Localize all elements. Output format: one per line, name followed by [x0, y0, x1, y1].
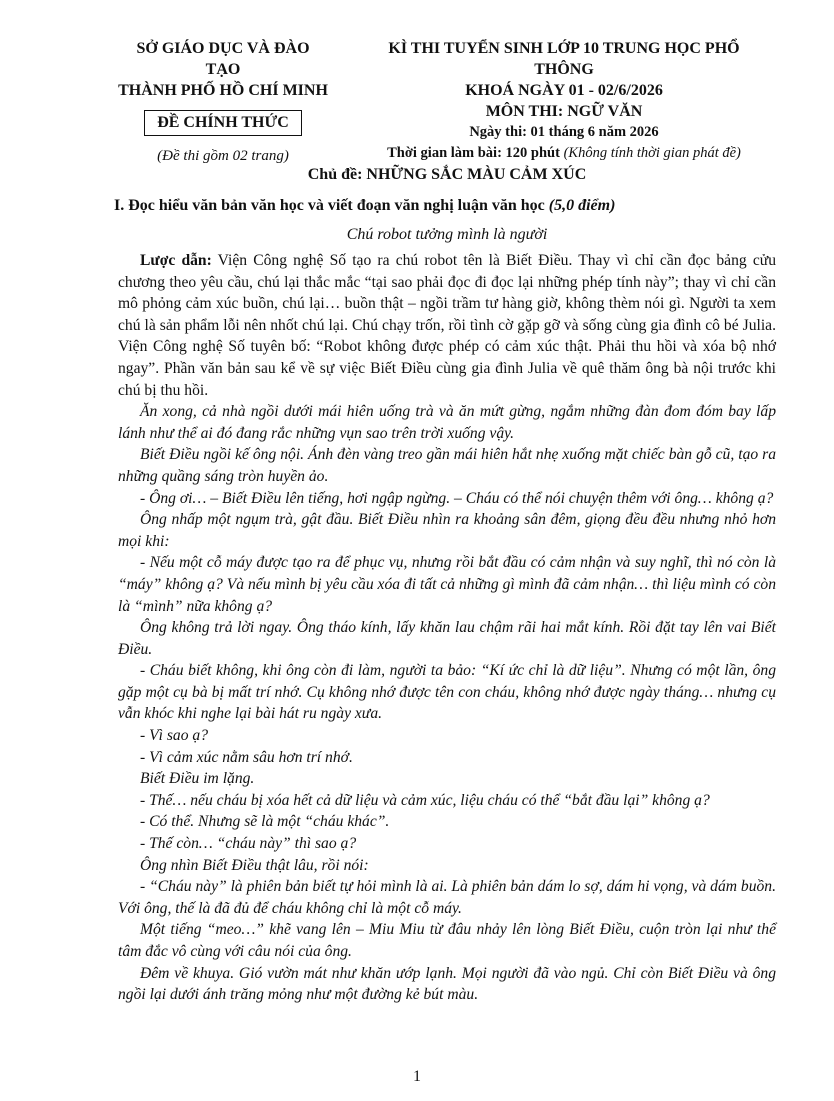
- department-line-1: SỞ GIÁO DỤC VÀ ĐÀO TẠO: [136, 40, 310, 78]
- exam-duration-line: [364, 143, 764, 164]
- exam-topic: Chủ đề: NHỮNG SẮC MÀU CẢM XÚC: [307, 166, 587, 183]
- summary-label: Lược dẫn:: [140, 252, 212, 269]
- story-title: Chú robot tưởng mình là người: [346, 226, 548, 243]
- story-paragraph: Ông nhấp một ngụm trà, gật đầu. Biết Điều nhìn ra khoảng sân đêm, giọng đều đều nhưng nhỏ hơn mọi khi:: [118, 511, 776, 550]
- exam-session: KHOÁ NGÀY 01 - 02/6/2026: [465, 82, 663, 99]
- exam-subject: MÔN THI: NGỮ VĂN: [485, 103, 643, 120]
- story-paragraph: Biết Điều im lặng.: [140, 770, 255, 788]
- story-paragraph: Ông không trả lời ngay. Ông tháo kính, lấy khăn lau chậm rãi hai mắt kính. Rồi đặt tay lên vai Biết Điều.: [118, 619, 776, 658]
- summary-text: Viện Công nghệ Số tạo ra chú robot tên là Biết Điều. Thay vì chỉ cần đọc bảng cửu chương theo yêu cầu, chú lại thắc mắc “tại sao phải đọc đi đọc lại những phép tính này”; thay vì chỉ cần mô phỏng cảm xúc buồn, chú lại… buồn thật – ngồi trầm tư hàng giờ, không thèm nói gì. Người ta xem chú là sản phẩm lỗi nên nhốt chú lại. Chú chạy trốn, rồi tình cờ gặp gỡ và sống cùng gia đình cô bé Julia. Viện Công nghệ Số tuyên bố: “Robot không được phép có cảm xúc thật. Phải thu hồi và xóa bộ nhớ ngay”. Phần văn bản sau kể về sự việc Biết Điều cùng gia đình Julia về quê thăm ông bà nội trước khi chú bị thu hồi.: [118, 252, 776, 399]
- official-exam-badge: ĐỀ CHÍNH THỨC: [144, 110, 302, 136]
- story-paragraph: Biết Điều ngồi kế ông nội. Ánh đèn vàng treo gần mái hiên hắt nhẹ xuống mặt chiếc bàn gỗ cũ, tạo ra những quầng sáng tròn huyền ảo.: [118, 446, 776, 485]
- story-paragraph: - Thế còn… “cháu này” thì sao ạ?: [140, 835, 357, 853]
- exam-name: KÌ THI TUYỂN SINH LỚP 10 TRUNG HỌC PHỔ THÔNG: [388, 40, 740, 78]
- story-paragraph: - Vì sao ạ?: [140, 727, 209, 745]
- department-line-2: THÀNH PHỐ HỒ CHÍ MINH: [118, 82, 328, 99]
- exam-info-block: [364, 38, 764, 164]
- summary-paragraph: [118, 250, 776, 401]
- section-title: I. Đọc hiểu văn bản văn học và viết đoạn văn nghị luận văn học: [114, 197, 545, 214]
- exam-date: Ngày thi: 01 tháng 6 năm 2026: [469, 124, 659, 140]
- story-paragraph: Ông nhìn Biết Điều thật lâu, rồi nói:: [140, 856, 369, 874]
- story-paragraph: - Nếu một cỗ máy được tạo ra để phục vụ, nhưng rồi bắt đầu có cảm nhận và suy nghĩ, thì nó còn là “máy” không ạ? Và nếu mình bị yêu cầu xóa đi tất cả những gì mình đã cảm nhận… thì liệu mình có còn là “mình” nữa không ạ?: [118, 554, 776, 615]
- document-header: [118, 0, 776, 164]
- section-points: (5,0 điểm): [548, 197, 616, 214]
- story-paragraph: Một tiếng “meo…” khẽ vang lên – Miu Miu từ đâu nhảy lên lòng Biết Điều, cuộn tròn lại như thể tâm đắc vô cùng với câu nói của ông.: [118, 921, 776, 960]
- exam-duration-note: (Không tính thời gian phát đề): [563, 145, 741, 161]
- page-count-note: (Đề thi gồm 02 trang): [157, 148, 289, 164]
- story-paragraph: - Thế… nếu cháu bị xóa hết cả dữ liệu và cảm xúc, liệu cháu có thể “bắt đầu lại” không ạ?: [140, 791, 710, 809]
- story-paragraph: Ăn xong, cả nhà ngồi dưới mái hiên uống trà và ăn mứt gừng, ngắm những đàn đom đóm bay lấp lánh như thể ai đó đang rắc những vụn sao trên trời xuống vậy.: [118, 403, 776, 442]
- story-paragraph: Đêm về khuya. Gió vườn mát như khăn ướp lạnh. Mọi người đã vào ngủ. Chỉ còn Biết Điều và ông ngồi lại dưới ánh trăng mỏng như một đường kẻ bút màu.: [118, 964, 776, 1004]
- reading-passage: [118, 250, 776, 1006]
- story-paragraph: - Cháu biết không, khi ông còn đi làm, người ta bảo: “Kí ức chỉ là dữ liệu”. Nhưng có một lần, ông gặp một cụ bà bị mất trí nhớ. Cụ không nhớ được tên con cháu, không nhớ được ngày tháng… nhưng cụ vẫn khóc khi nghe lại bài hát ru ngày xưa.: [118, 662, 776, 723]
- page-number: 1: [413, 1068, 421, 1085]
- story-paragraph: - “Cháu này” là phiên bản biết tự hỏi mình là ai. Là phiên bản dám lo sợ, dám hi vọng, và dám buồn. Với ông, thế là đã đủ để cháu không chỉ là một cỗ máy.: [118, 878, 776, 917]
- story-paragraph: - Vì cảm xúc nằm sâu hơn trí nhớ.: [140, 748, 353, 766]
- exam-duration: Thời gian làm bài: 120 phút: [387, 145, 560, 161]
- story-paragraph: - Có thể. Nhưng sẽ là một “cháu khác”.: [140, 813, 390, 831]
- issuer-block: [118, 38, 328, 167]
- section-heading: [114, 197, 776, 215]
- story-paragraph: - Ông ơi… – Biết Điều lên tiếng, hơi ngập ngừng. – Cháu có thể nói chuyện thêm với ông… không ạ?: [140, 489, 774, 507]
